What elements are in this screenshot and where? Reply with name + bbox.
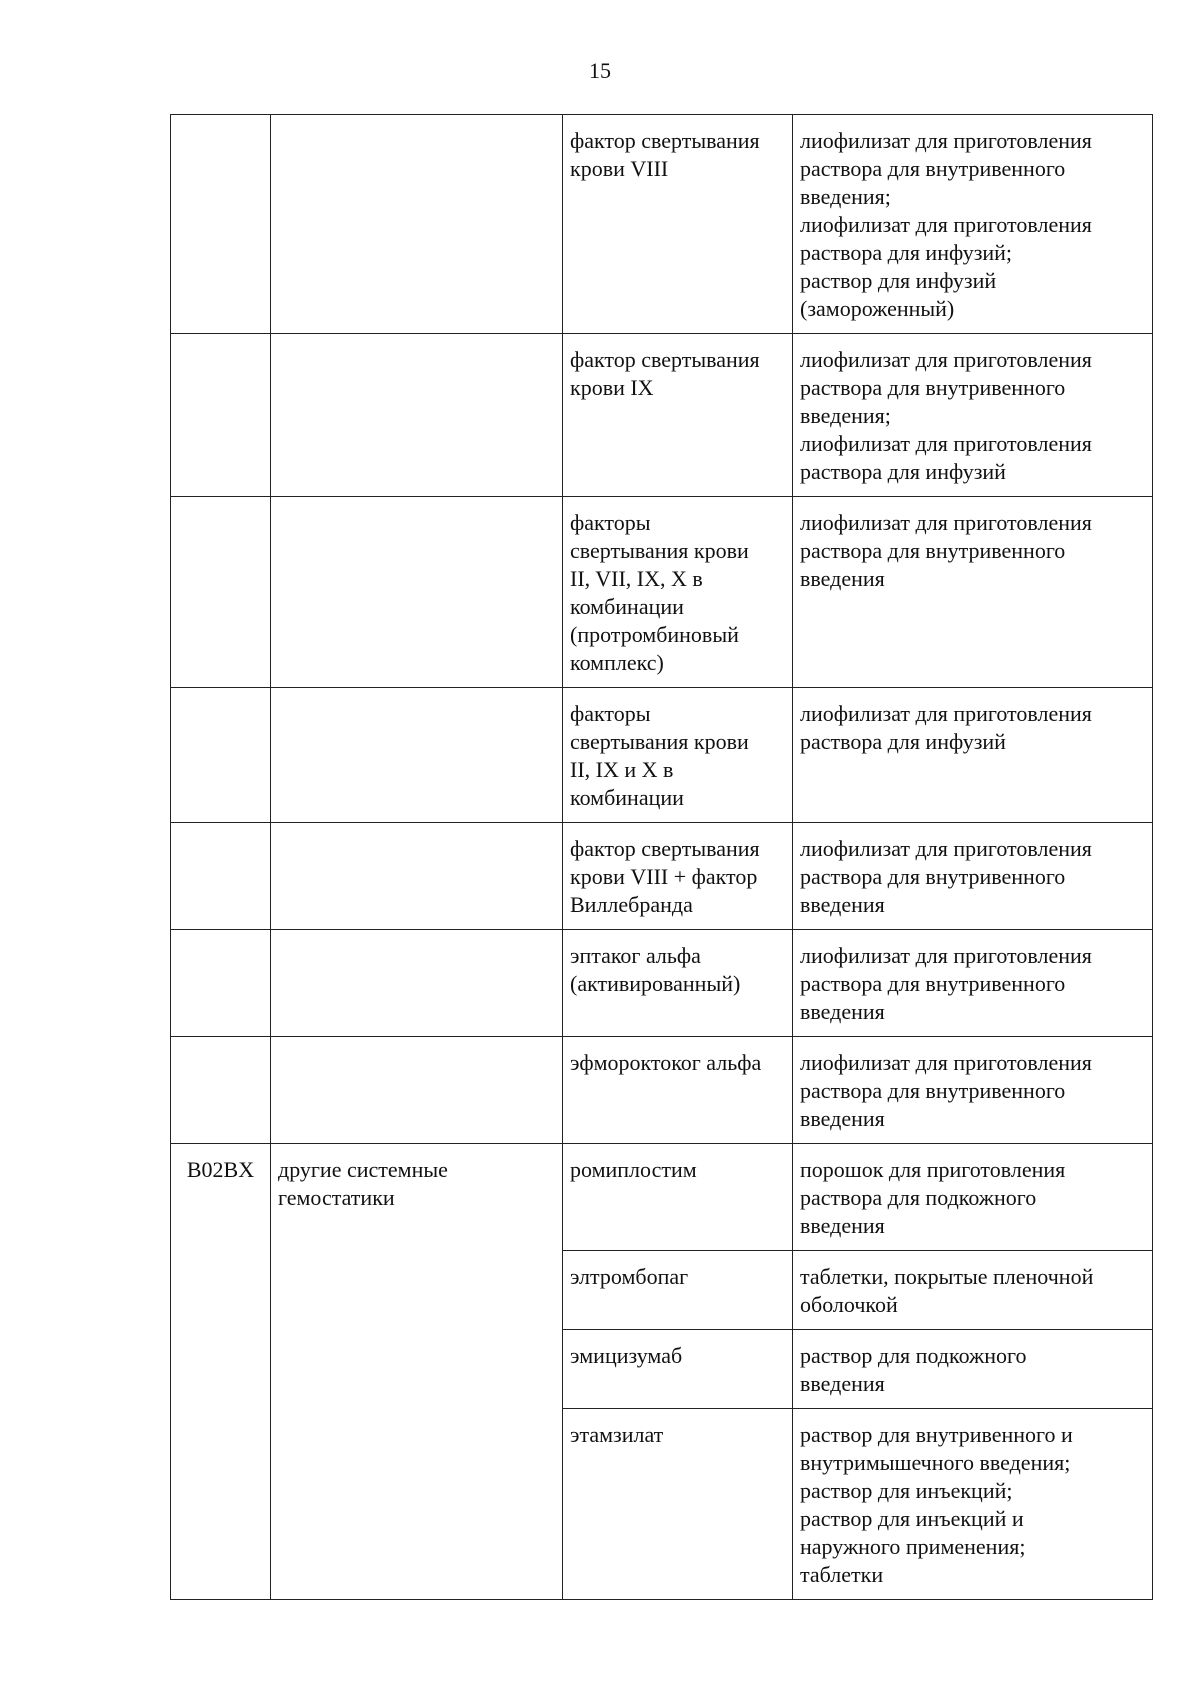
dosage-form-cell [793, 1144, 1153, 1251]
drug-table [170, 114, 1153, 1600]
drug-name-line: крови VIII + фактор [570, 864, 758, 889]
dosage-form-line: раствора для подкожного [800, 1185, 1037, 1210]
drug-name-line: комплекс) [570, 650, 664, 675]
drug-name-cell [563, 1144, 793, 1251]
group-name-line: гемостатики [278, 1185, 395, 1210]
dosage-form-line: раствор для внутривенного и [800, 1422, 1073, 1447]
table-row [171, 1037, 1153, 1144]
atc-code-cell [171, 688, 271, 823]
drug-name-line: этамзилат [570, 1422, 664, 1447]
drug-name-line: свертывания крови [570, 729, 749, 754]
dosage-form-line: таблетки [800, 1562, 884, 1587]
group-name-line: другие системные [278, 1157, 448, 1182]
table-row [171, 1144, 1153, 1251]
atc-code-cell [171, 823, 271, 930]
dosage-form-line: лиофилизат для приготовления [800, 701, 1092, 726]
drug-name-cell [563, 1037, 793, 1144]
dosage-form-cell [793, 1037, 1153, 1144]
dosage-form-cell [793, 115, 1153, 334]
dosage-form-cell [793, 497, 1153, 688]
drug-name-line: фактор свертывания [570, 128, 760, 153]
drug-name-line: факторы [570, 701, 651, 726]
drug-name-line: II, IX и X в [570, 757, 674, 782]
drug-name-cell [563, 497, 793, 688]
dosage-form-line: лиофилизат для приготовления [800, 128, 1092, 153]
drug-name-line: крови IX [570, 375, 654, 400]
dosage-form-line: раствор для инъекций; [800, 1478, 1013, 1503]
atc-code-cell [171, 115, 271, 334]
table-row [171, 115, 1153, 334]
drug-name-cell [563, 1251, 793, 1330]
dosage-form-line: наружного применения; [800, 1534, 1026, 1559]
dosage-form-cell [793, 930, 1153, 1037]
drug-name-line: ромиплостим [570, 1157, 697, 1182]
dosage-form-line: введения; [800, 403, 891, 428]
drug-name-line: свертывания крови [570, 538, 749, 563]
drug-name-cell [563, 930, 793, 1037]
table-row [171, 688, 1153, 823]
dosage-form-line: введения; [800, 184, 891, 209]
group-name-cell [271, 115, 563, 334]
drug-name-cell [563, 1330, 793, 1409]
page-number: 15 [589, 58, 611, 83]
dosage-form-line: раствора для инфузий [800, 459, 1006, 484]
dosage-form-line: раствора для внутривенного [800, 971, 1066, 996]
atc-code-cell: B02BX [171, 1144, 271, 1600]
group-name-cell [271, 1037, 563, 1144]
drug-name-line: эптаког альфа [570, 943, 701, 968]
dosage-form-line: лиофилизат для приготовления [800, 212, 1092, 237]
dosage-form-line: (замороженный) [800, 296, 955, 321]
dosage-form-line: раствор для инъекций и [800, 1506, 1024, 1531]
dosage-form-cell [793, 1409, 1153, 1600]
drug-name-line: комбинации [570, 785, 684, 810]
dosage-form-line: лиофилизат для приготовления [800, 431, 1092, 456]
drug-name-line: Виллебранда [570, 892, 693, 917]
dosage-form-cell [793, 334, 1153, 497]
dosage-form-line: внутримышечного введения; [800, 1450, 1071, 1475]
group-name-cell [271, 688, 563, 823]
dosage-form-line: раствора для внутривенного [800, 864, 1066, 889]
drug-name-cell [563, 688, 793, 823]
drug-name-line: крови VIII [570, 156, 669, 181]
dosage-form-cell [793, 823, 1153, 930]
group-name-cell [271, 930, 563, 1037]
drug-name-line: (протромбиновый [570, 622, 739, 647]
dosage-form-cell [793, 688, 1153, 823]
table-row [171, 497, 1153, 688]
drug-name-cell [563, 823, 793, 930]
dosage-form-line: раствора для инфузий [800, 729, 1006, 754]
dosage-form-line: таблетки, покрытые пленочной [800, 1264, 1094, 1289]
dosage-form-line: раствора для внутривенного [800, 538, 1066, 563]
drug-name-cell [563, 115, 793, 334]
dosage-form-line: введения [800, 566, 885, 591]
dosage-form-line: лиофилизат для приготовления [800, 347, 1092, 372]
drug-name-line: эфмороктоког альфа [570, 1050, 762, 1075]
drug-name-line: эмицизумаб [570, 1343, 683, 1368]
dosage-form-line: введения [800, 1371, 885, 1396]
dosage-form-line: введения [800, 892, 885, 917]
dosage-form-cell [793, 1251, 1153, 1330]
table-row [171, 823, 1153, 930]
dosage-form-line: раствора для внутривенного [800, 1078, 1066, 1103]
table-row [171, 334, 1153, 497]
dosage-form-line: лиофилизат для приготовления [800, 836, 1092, 861]
drug-name-cell [563, 334, 793, 497]
drug-name-line: элтромбопаг [570, 1264, 689, 1289]
dosage-form-line: лиофилизат для приготовления [800, 943, 1092, 968]
dosage-form-line: раствор для подкожного [800, 1343, 1027, 1368]
table-body [171, 115, 1153, 1600]
atc-code-cell [171, 1037, 271, 1144]
atc-code-cell [171, 930, 271, 1037]
drug-name-line: II, VII, IX, X в [570, 566, 703, 591]
dosage-form-line: раствора для внутривенного [800, 375, 1066, 400]
group-name-cell [271, 823, 563, 930]
dosage-form-line: введения [800, 1106, 885, 1131]
group-name-cell [271, 334, 563, 497]
dosage-form-line: оболочкой [800, 1292, 898, 1317]
dosage-form-line: раствора для внутривенного [800, 156, 1066, 181]
group-name-cell [271, 497, 563, 688]
dosage-form-line: введения [800, 1213, 885, 1238]
dosage-form-line: введения [800, 999, 885, 1024]
drug-name-line: фактор свертывания [570, 836, 760, 861]
drug-name-line: факторы [570, 510, 651, 535]
atc-code-cell [171, 497, 271, 688]
dosage-form-line: лиофилизат для приготовления [800, 510, 1092, 535]
drug-name-line: комбинации [570, 594, 684, 619]
atc-code-cell [171, 334, 271, 497]
dosage-form-line: лиофилизат для приготовления [800, 1050, 1092, 1075]
dosage-form-cell [793, 1330, 1153, 1409]
drug-name-line: фактор свертывания [570, 347, 760, 372]
drug-name-cell [563, 1409, 793, 1600]
dosage-form-line: раствора для инфузий; [800, 240, 1013, 265]
table-row [171, 930, 1153, 1037]
group-name-cell [271, 1144, 563, 1600]
drug-name-line: (активированный) [570, 971, 741, 996]
dosage-form-line: раствор для инфузий [800, 268, 997, 293]
dosage-form-line: порошок для приготовления [800, 1157, 1066, 1182]
